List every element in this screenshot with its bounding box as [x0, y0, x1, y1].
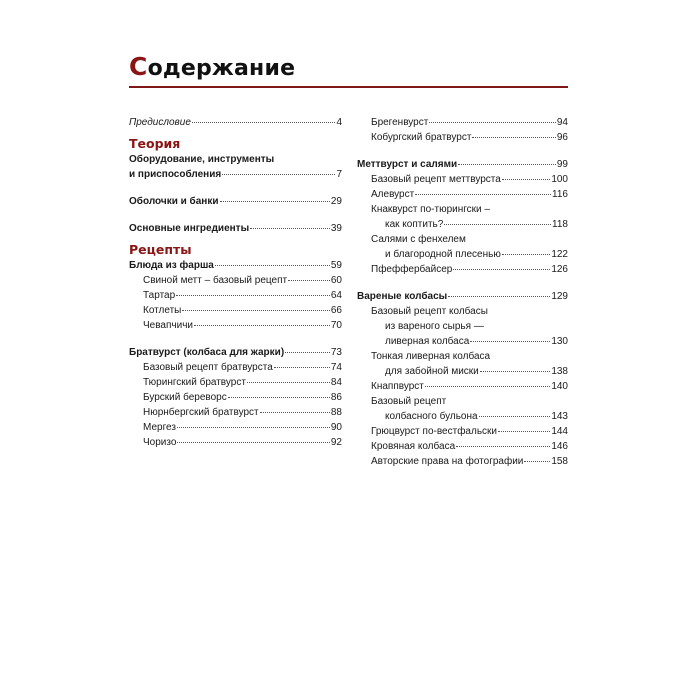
- leader-dots: [458, 163, 556, 165]
- toc-entry-line[interactable]: Базовый рецепт колбасы: [371, 306, 488, 317]
- toc-page-number: 73: [330, 347, 342, 358]
- leader-dots: [274, 366, 330, 368]
- leader-dots: [220, 200, 330, 202]
- toc-page-number: 66: [330, 305, 342, 316]
- leader-dots: [498, 430, 550, 432]
- toc-page-number: 140: [551, 381, 568, 392]
- toc-left-column: [129, 116, 342, 451]
- toc-entry-text: Братвурст (колбаса для жарки): [129, 347, 285, 358]
- toc-entry-text: Тюрингский братвурст: [143, 377, 246, 388]
- toc-entry[interactable]: [129, 289, 342, 304]
- toc-entry[interactable]: [129, 391, 342, 406]
- toc-entry[interactable]: [129, 304, 342, 319]
- toc-entry-line[interactable]: из вареного сырья —: [385, 321, 484, 332]
- toc-page-number: 60: [330, 275, 342, 286]
- toc-entry[interactable]: [357, 425, 568, 440]
- toc-page-number: 122: [551, 249, 568, 260]
- toc-page-number: 116: [552, 189, 568, 200]
- leader-dots: [177, 426, 330, 428]
- toc-page-number: 96: [556, 132, 568, 143]
- leader-dots: [177, 441, 329, 443]
- toc-entry[interactable]: [357, 365, 568, 380]
- toc-entry-text: Вареные колбасы: [357, 291, 448, 302]
- leader-dots: [456, 445, 550, 447]
- leader-dots: [448, 295, 550, 297]
- toc-entry[interactable]: [357, 335, 568, 350]
- toc-entry-text: Оболочки и банки: [129, 196, 219, 207]
- leader-dots: [480, 370, 551, 372]
- toc-page-number: 74: [330, 362, 342, 373]
- toc-entry-text: как коптить?: [385, 219, 444, 230]
- toc-entry-text: Чевапчичи: [143, 320, 193, 331]
- toc-entry[interactable]: [129, 274, 342, 289]
- toc-entry-text: Кобургский братвурст: [371, 132, 472, 143]
- toc-entry-text: Свиной метт – базовый рецепт: [143, 275, 288, 286]
- toc-page-number: 64: [330, 290, 342, 301]
- toc-page-number: 88: [330, 407, 342, 418]
- toc-entry-text: Базовый рецепт меттвурста: [371, 174, 501, 185]
- toc-page-number: 92: [330, 437, 342, 448]
- leader-dots: [470, 340, 550, 342]
- toc-page-number: 130: [551, 336, 568, 347]
- leader-dots: [285, 351, 330, 353]
- toc-page-number: 4: [336, 117, 342, 128]
- toc-entry-text: для забойной миски: [385, 366, 479, 377]
- leader-dots: [260, 411, 330, 413]
- title-initial: С: [129, 52, 148, 81]
- toc-entry[interactable]: [357, 218, 568, 233]
- toc-page-number: 90: [330, 422, 342, 433]
- title-rule: [129, 86, 568, 88]
- toc-entry-mettwurst[interactable]: [357, 158, 568, 173]
- toc-page-number: 59: [330, 260, 342, 271]
- toc-entry-text: и благородной плесенью: [385, 249, 501, 260]
- toc-page-number: 70: [330, 320, 342, 331]
- toc-entry[interactable]: [357, 116, 568, 131]
- toc-page-number: 94: [556, 117, 568, 128]
- toc-entry[interactable]: [357, 188, 568, 203]
- toc-entry-text: Котлеты: [143, 305, 182, 316]
- toc-entry-bratwurst[interactable]: [129, 346, 342, 361]
- toc-right-column: [357, 116, 568, 470]
- toc-entry-preface[interactable]: [129, 116, 342, 131]
- toc-entry-text: Меттвурст и салями: [357, 159, 458, 170]
- leader-dots: [425, 385, 550, 387]
- leader-dots: [502, 178, 550, 180]
- toc-entry-text: Пфеффербайсер: [371, 264, 453, 275]
- leader-dots: [176, 294, 330, 296]
- leader-dots: [444, 223, 551, 225]
- toc-entry-text: Бурский береворс: [143, 392, 227, 403]
- toc-entry[interactable]: [129, 361, 342, 376]
- toc-page-number: 144: [551, 426, 568, 437]
- section-heading-theory: Теория: [129, 136, 181, 151]
- toc-entry-text: Базовый рецепт братвурста: [143, 362, 273, 373]
- toc-page-number: 84: [330, 377, 342, 388]
- toc-entry[interactable]: [357, 263, 568, 278]
- toc-entry[interactable]: [129, 319, 342, 334]
- toc-entry-text: Кнаппвурст: [371, 381, 424, 392]
- toc-entry[interactable]: [129, 376, 342, 391]
- toc-entry[interactable]: [357, 440, 568, 455]
- toc-entry-equipment-line1[interactable]: Оборудование, инструменты: [129, 154, 275, 165]
- toc-entry-ingredients[interactable]: [129, 222, 342, 237]
- toc-entry-text: ливерная колбаса: [385, 336, 470, 347]
- leader-dots: [250, 227, 330, 229]
- toc-page-number: 99: [556, 159, 568, 170]
- toc-entry-text: Мергез: [143, 422, 176, 433]
- toc-page-number: 138: [551, 366, 568, 377]
- toc-entry-text: и приспособления: [129, 169, 222, 180]
- leader-dots: [222, 173, 335, 175]
- toc-entry[interactable]: [357, 173, 568, 188]
- toc-entry-text: колбасного бульона: [385, 411, 478, 422]
- toc-entry-equipment[interactable]: [129, 168, 342, 183]
- toc-page-number: 100: [551, 174, 568, 185]
- leader-dots: [194, 324, 330, 326]
- title-rest: одержание: [147, 56, 296, 81]
- leader-dots: [479, 415, 551, 417]
- leader-dots: [228, 396, 330, 398]
- toc-entry[interactable]: [129, 406, 342, 421]
- toc-page-number: 158: [551, 456, 568, 467]
- toc-page-number: 7: [336, 169, 342, 180]
- toc-entry-line[interactable]: Кнаквурст по-тюрингски –: [371, 204, 490, 215]
- toc-entry[interactable]: [357, 248, 568, 263]
- leader-dots: [182, 309, 330, 311]
- toc-entry-boiled[interactable]: [357, 290, 568, 305]
- toc-entry[interactable]: [357, 455, 568, 470]
- toc-page-number: 29: [330, 196, 342, 207]
- toc-page-number: 39: [330, 223, 342, 234]
- toc-entry-text: Блюда из фарша: [129, 260, 214, 271]
- toc-page-number: 146: [551, 441, 568, 452]
- toc-entry[interactable]: [129, 421, 342, 436]
- toc-entry-casings[interactable]: [129, 195, 342, 210]
- toc-entry-line[interactable]: Базовый рецепт: [371, 396, 447, 407]
- toc-page-number: 143: [551, 411, 568, 422]
- leader-dots: [524, 460, 550, 462]
- toc-entry-text: Авторские права на фотографии: [371, 456, 524, 467]
- toc-page-number: 126: [551, 264, 568, 275]
- leader-dots: [415, 193, 551, 195]
- toc-entry-text: Предисловие: [129, 117, 191, 128]
- leader-dots: [429, 121, 556, 123]
- toc-entry-text: Грюцвурст по-вестфальски: [371, 426, 497, 437]
- toc-entry-text: Основные ингредиенты: [129, 223, 250, 234]
- toc-entry-text: Тартар: [143, 290, 176, 301]
- toc-entry[interactable]: [129, 436, 342, 451]
- leader-dots: [247, 381, 330, 383]
- leader-dots: [502, 253, 550, 255]
- toc-entry-text: Алевурст: [371, 189, 415, 200]
- leader-dots: [192, 121, 336, 123]
- leader-dots: [453, 268, 550, 270]
- toc-entry-text: Брегенвурст: [371, 117, 429, 128]
- leader-dots: [472, 136, 555, 138]
- toc-entry-line[interactable]: Тонкая ливерная колбаса: [371, 351, 491, 362]
- toc-entry[interactable]: [357, 410, 568, 425]
- toc-page-number: 86: [330, 392, 342, 403]
- leader-dots: [288, 279, 330, 281]
- toc-page-number: 118: [552, 219, 568, 230]
- toc-entry-text: Нюрнбергский братвурст: [143, 407, 259, 418]
- toc-entry-line[interactable]: Салями с фенхелем: [371, 234, 466, 245]
- leader-dots: [215, 264, 330, 266]
- page-title: [129, 52, 295, 81]
- toc-entry-text: Чоризо: [143, 437, 177, 448]
- toc-entry-minced[interactable]: [129, 259, 342, 274]
- toc-entry[interactable]: [357, 380, 568, 395]
- toc-entry[interactable]: [357, 131, 568, 146]
- section-heading-recipes: Рецепты: [129, 242, 192, 257]
- toc-page-number: 129: [551, 291, 568, 302]
- toc-entry-text: Кровяная колбаса: [371, 441, 456, 452]
